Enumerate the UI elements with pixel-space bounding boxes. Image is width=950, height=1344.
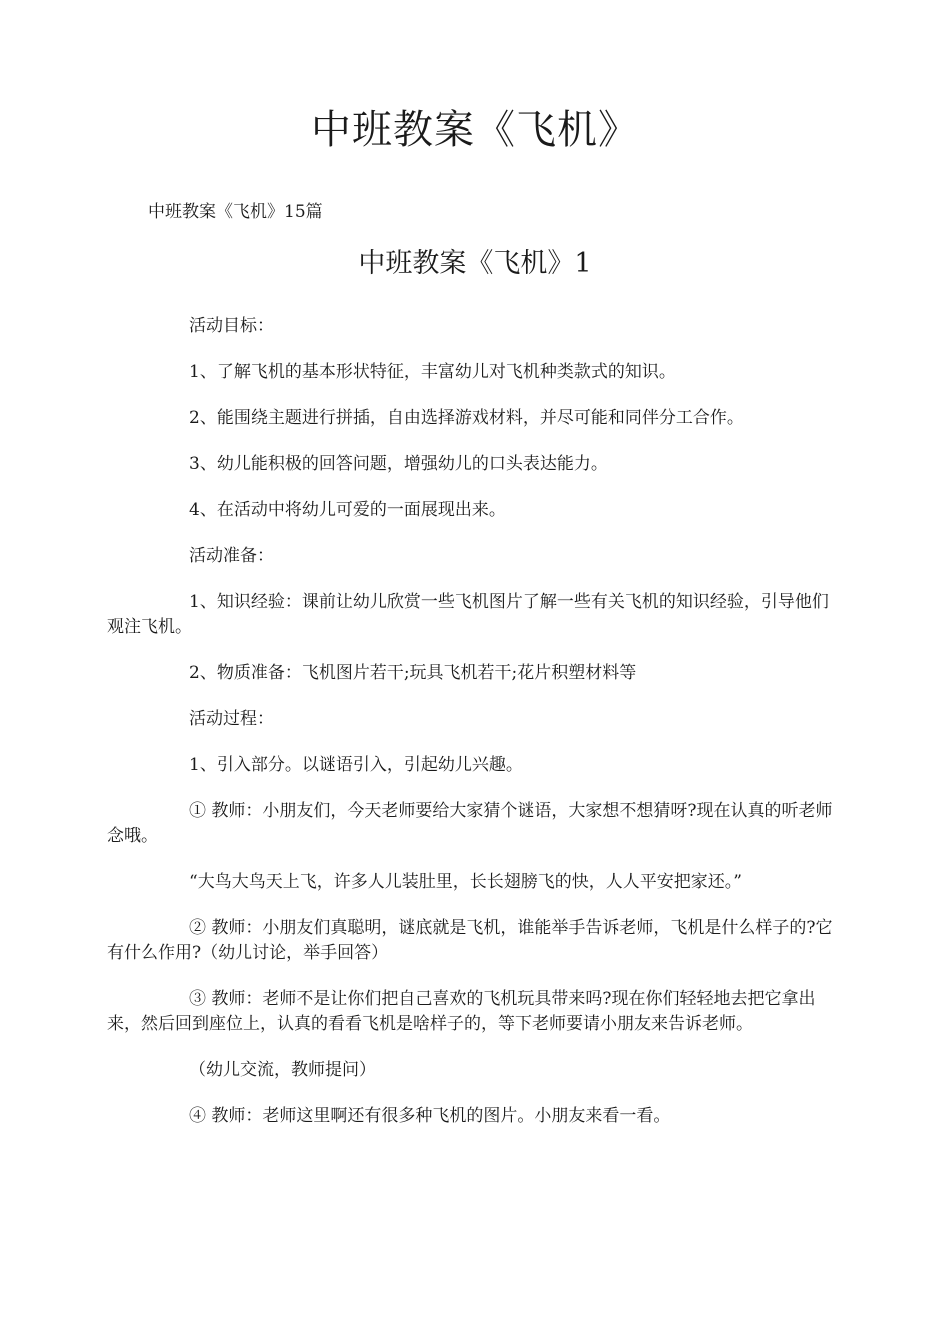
paragraph-preparation-1: 1、知识经验：课前让幼儿欣赏一些飞机图片了解一些有关飞机的知识经验，引导他们观注飞机。	[107, 592, 829, 637]
paragraph-goal-4: 4、在活动中将幼儿可爱的一面展现出来。	[189, 500, 506, 520]
section-title: 中班教案《飞机》1	[358, 248, 592, 279]
paragraph-goals-heading: 活动目标：	[189, 316, 274, 336]
paragraph-step-2: ② 教师：小朋友们真聪明，谜底就是飞机，谁能举手告诉老师，飞机是什么样子的?它有什么作用?（幼儿讨论，举手回答）	[107, 918, 833, 963]
paragraph-goal-2: 2、能围绕主题进行拼插，自由选择游戏材料，并尽可能和同伴分工合作。	[189, 408, 744, 428]
paragraph-goal-3: 3、幼儿能积极的回答问题，增强幼儿的口头表达能力。	[189, 454, 608, 474]
document-body	[107, 314, 842, 1129]
paragraph-goal-1: 1、了解飞机的基本形状特征，丰富幼儿对飞机种类款式的知识。	[189, 362, 676, 382]
paragraph-process-1: 1、引入部分。以谜语引入，引起幼儿兴趣。	[189, 755, 523, 775]
document-subtitle: 中班教案《飞机》15篇	[148, 202, 323, 222]
document-title: 中班教案《飞机》	[311, 107, 639, 153]
paragraph-preparation-heading: 活动准备：	[189, 546, 274, 566]
paragraph-step-4: ④ 教师：老师这里啊还有很多种飞机的图片。小朋友来看一看。	[189, 1106, 671, 1126]
paragraph-preparation-2: 2、物质准备：飞机图片若干;玩具飞机若干;花片积塑材料等	[189, 663, 637, 683]
paragraph-exchange: （幼儿交流，教师提问）	[189, 1060, 376, 1080]
paragraph-step-1: ① 教师：小朋友们，今天老师要给大家猜个谜语，大家想不想猜呀?现在认真的听老师念哦。	[107, 801, 833, 846]
paragraph-riddle: “大鸟大鸟天上飞，许多人儿装肚里，长长翅膀飞的快，人人平安把家还。”	[189, 872, 742, 892]
paragraph-step-3: ③ 教师：老师不是让你们把自己喜欢的飞机玩具带来吗?现在你们轻轻地去把它拿出来，然后回到座位上，认真的看看飞机是啥样子的，等下老师要请小朋友来告诉老师。	[107, 989, 816, 1034]
paragraph-process-heading: 活动过程：	[189, 709, 274, 729]
